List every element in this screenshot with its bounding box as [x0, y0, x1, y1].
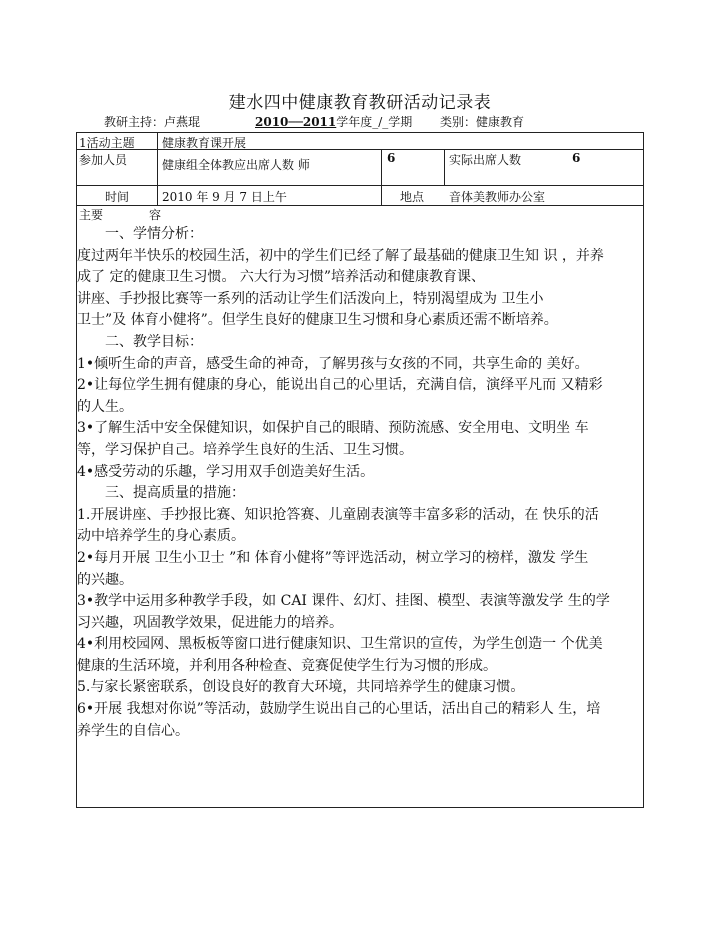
section-heading: 一、学情分析：	[105, 226, 203, 242]
measure-item: 4•利用校园网、黑板板等窗口进行健康知识、卫生常识的宣传，为学生创造一 个优美	[77, 636, 603, 653]
measure-item: 3•教学中运用多种教学手段，如 CAI 课件、幻灯、挂图、模型、表演等激发学 生的学	[77, 593, 610, 610]
goal-item: 2•让每位学生拥有健康的身心，能说出自己的心里话，充满自信，演绎平凡而 又精彩	[77, 377, 603, 394]
goal-item: 等，学习保护自己。培养学生良好的生活、卫生习惯。	[77, 441, 413, 458]
participants-value: 健康组全体教应出席人数 师	[162, 158, 310, 172]
academic-year: 2010──2011	[255, 115, 337, 129]
paragraph-line: 讲座、手抄报比赛等一系列的活动让学生们活泼向上，特别渴望成为 卫生小	[77, 290, 544, 307]
section-heading: 二、教学目标：	[105, 333, 203, 350]
section-heading: 三、提高质量的措施：	[105, 485, 245, 502]
row-divider	[77, 205, 643, 206]
goal-item: 1•倾听生命的声音，感受生命的神奇，了解男孩与女孩的不同，共享生命的 美好。	[77, 355, 589, 372]
page-title: 建水四中健康教育教研活动记录表	[228, 93, 492, 113]
measure-item: 2•每月开展 卫生小卫士 ”和 体育小健将”等评选活动，树立学习的榜样，激发 学生	[77, 549, 589, 566]
measure-item: 5.与家长紧密联系，创设良好的教育大环境，共同培养学生的健康习惯。	[77, 679, 525, 696]
actual-label: 实际出席人数	[449, 153, 522, 167]
column-divider	[381, 149, 382, 205]
measure-item: 6•开展 我想对你说”等活动，鼓励学生说出自己的心里话，活出自己的精彩人 生，培	[77, 701, 601, 718]
paragraph-line: 卫士”及 体育小健将”。但学生良好的健康卫生习惯和身心素质还需不断培养。	[77, 312, 558, 329]
column-divider	[157, 133, 158, 205]
goal-item: 3•了解生活中安全保健知识，如保护自己的眼睛、预防流感、安全用电、文明坐 车	[77, 420, 589, 437]
paragraph-line: 成了 定的健康卫生习惯。 六大行为习惯”培养活动和健康教育课、	[77, 269, 486, 286]
semester-label: 学年度_/_学期	[336, 115, 413, 129]
time-label: 时间	[105, 190, 130, 204]
actual-count: 6	[572, 151, 581, 165]
place-label: 地点	[400, 190, 425, 204]
content-label: 主要	[79, 208, 104, 222]
goal-item: 的人生。	[77, 398, 133, 415]
expected-count: 6	[387, 151, 396, 165]
time-value: 2010 年 9 月 7 日上午	[162, 190, 287, 204]
topic-label: 1活动主题	[79, 136, 135, 150]
host-label: 教研主持：卢燕琨	[104, 115, 201, 129]
measure-item: 养学生的自信心。	[77, 722, 189, 739]
column-divider	[444, 149, 445, 185]
measure-item: 健康的生活环境，并利用各种检查、竞赛促使学生行为习惯的形成。	[77, 657, 497, 674]
content-body	[77, 208, 643, 742]
category-label: 类别：健康教育	[440, 115, 525, 129]
topic-value: 健康教育课开展	[162, 136, 247, 150]
record-form	[76, 132, 644, 808]
measure-item: 动中培养学生的身心素质。	[77, 528, 245, 545]
measure-item: 习兴趣，巩固教学效果，促进能力的培养。	[77, 614, 343, 631]
measure-item: 的兴趣。	[77, 571, 133, 588]
place-value: 音体美教师办公室	[449, 190, 546, 204]
participants-label: 参加人员	[79, 153, 128, 167]
paragraph-line: 度过两年半快乐的校园生活，初中的学生们已经了解了最基础的健康卫生知 识 ，并养	[77, 247, 604, 264]
content-label-2: 容	[149, 208, 162, 222]
goal-item: 4•感受劳动的乐趣，学习用双手创造美好生活。	[77, 463, 375, 480]
row-divider	[77, 185, 643, 186]
measure-item: 1.开展讲座、手抄报比赛、知识抢答赛、儿童剧表演等丰富多彩的活动，在 快乐的活	[77, 506, 599, 523]
